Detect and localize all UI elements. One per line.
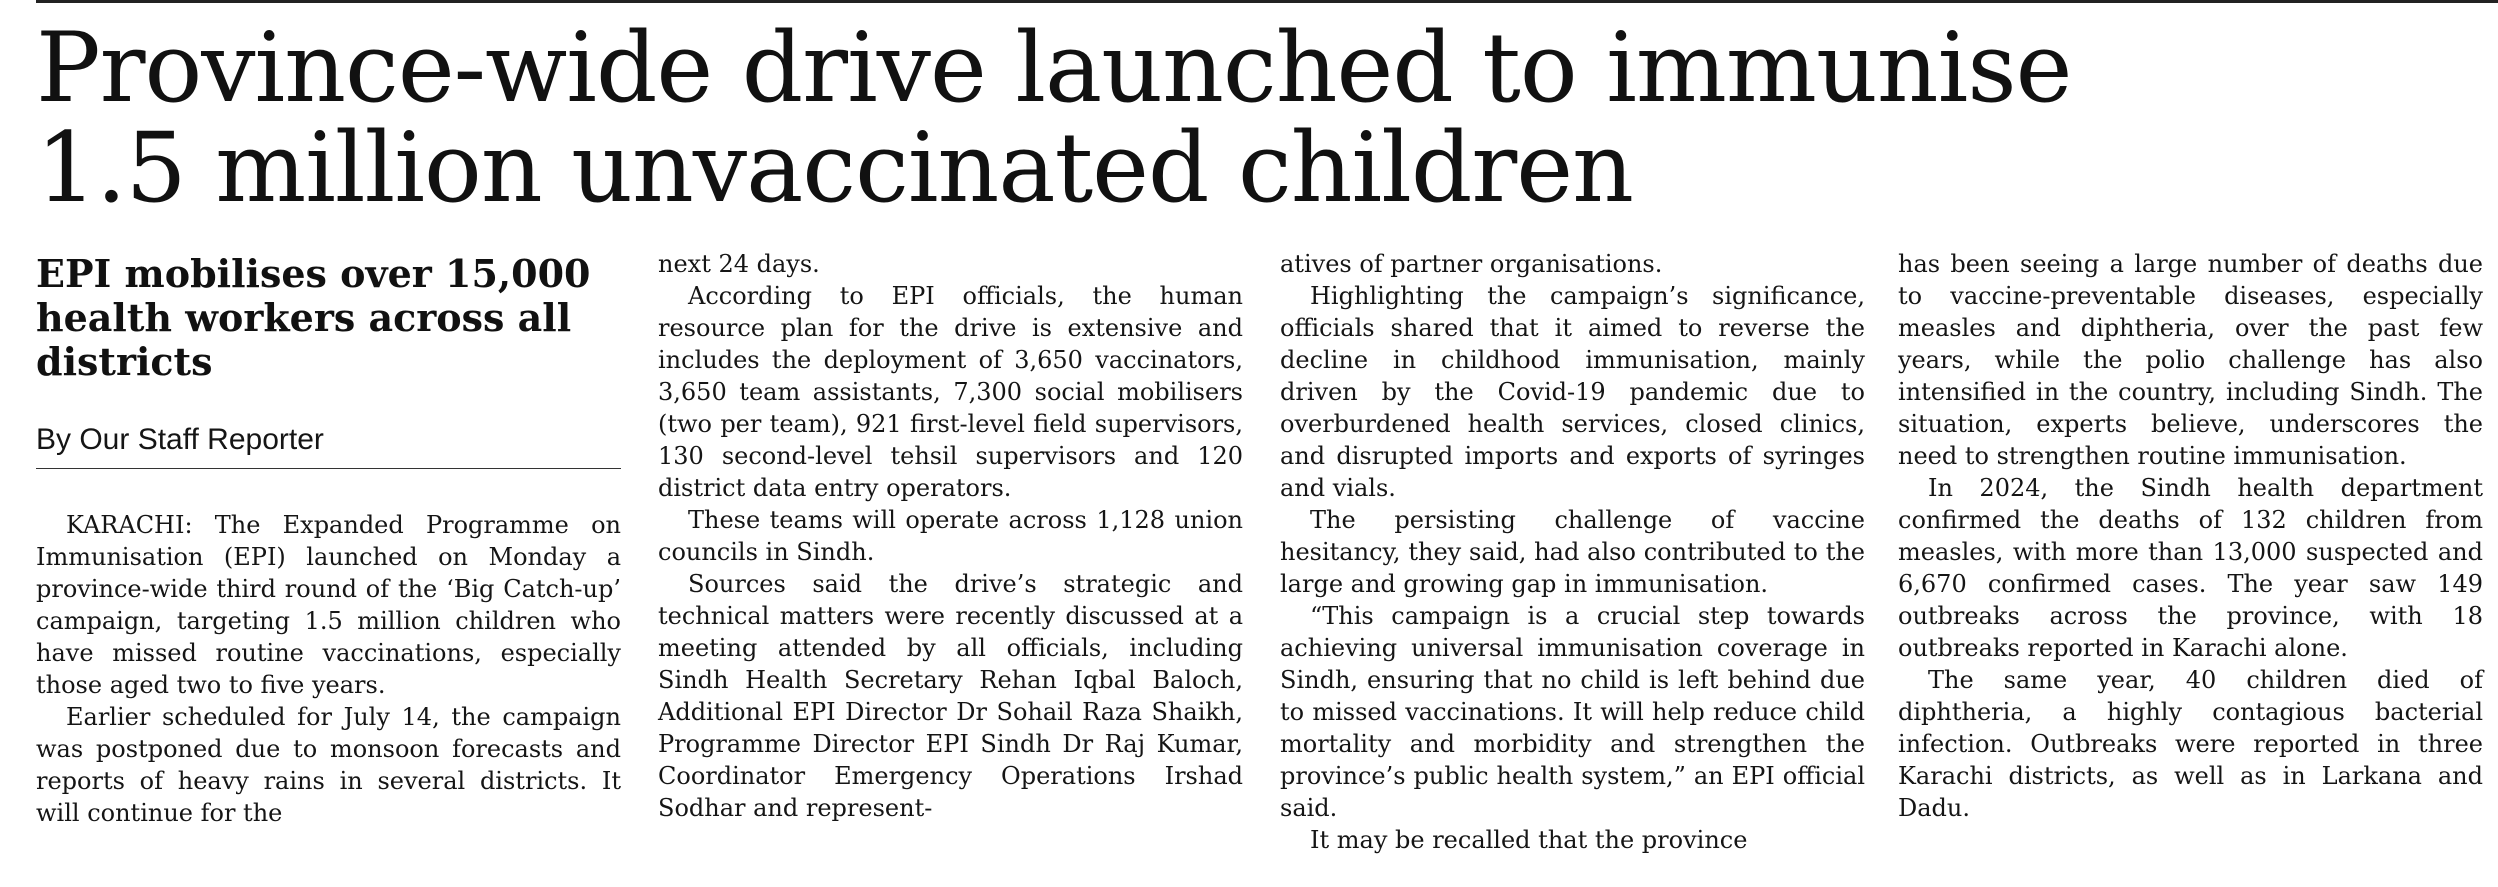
headline-line-1: Province-wide drive launched to immunise — [36, 12, 2072, 124]
paragraph: next 24 days. — [658, 250, 820, 278]
paragraph: KARACHI: The Expanded Programme on Immunisation (EPI) launched on Monday a province-wide third round of the ‘Big Catch-up’ campaign, targeting 1.5 million children who have missed routine vaccinations, especially those aged two to five years. — [36, 511, 621, 699]
column-2 — [658, 248, 1243, 824]
paragraph: Sources said the drive’s strategic and technical matters were recently discussed at a meeting attended by all officials, including Sindh Health Secretary Rehan Iqbal Baloch, Additional EPI Director Dr Sohail Raza Shaikh, Programme Director EPI Sindh Dr Raj Kumar, Coordinator Emergency Operations Irshad Sodhar and represent- — [658, 570, 1243, 822]
paragraph: These teams will operate across 1,128 union councils in Sindh. — [658, 506, 1243, 566]
paragraph: It may be recalled that the province — [1310, 826, 1748, 854]
paragraph: According to EPI officials, the human resource plan for the drive is extensive and includes the deployment of 3,650 vaccinators, 3,650 team assistants, 7,300 social mobilisers (two per team), 921 first-level field supervisors, 130 second-level tehsil supervisors and 120 district data entry operators. — [658, 282, 1243, 502]
paragraph: Highlighting the campaign’s significance, officials shared that it aimed to reverse the decline in childhood immunisation, mainly driven by the Covid-19 pandemic due to overburdened health services, closed clinics, and disrupted imports and exports of syringes and vials. — [1280, 282, 1865, 502]
column-1 — [36, 252, 621, 829]
column-1-body — [36, 509, 621, 829]
headline — [36, 12, 2476, 224]
column-3 — [1280, 248, 1865, 856]
paragraph: “This campaign is a crucial step towards achieving universal immunisation coverage in Sindh, ensuring that no child is left behind due to missed vaccinations. It will help reduce child mortality and morbidity and strengthen the province’s public health system,” an EPI official said. — [1280, 602, 1865, 822]
paragraph: atives of partner organisations. — [1280, 250, 1663, 278]
paragraph: has been seeing a large number of deaths due to vaccine-preventable diseases, especially measles and diphtheria, over the past few years, while the polio challenge has also intensified in the country, including Sindh. The situation, experts believe, underscores the need to strengthen routine immunisation. — [1898, 250, 2483, 470]
top-rule — [36, 0, 2498, 3]
column-4 — [1898, 248, 2483, 824]
paragraph: In 2024, the Sindh health department confirmed the deaths of 132 children from measles, with more than 13,000 suspected and 6,670 confirmed cases. The year saw 149 outbreaks across the province, with 18 outbreaks reported in Karachi alone. — [1898, 474, 2483, 662]
paragraph: The persisting challenge of vaccine hesitancy, they said, had also contributed to the large and growing gap in immunisation. — [1280, 506, 1865, 598]
subheading: EPI mobilises over 15,000 health workers across all districts — [36, 251, 591, 384]
paragraph: The same year, 40 children died of diphtheria, a highly contagious bacterial infection. Outbreaks were reported in three Karachi districts, as well as in Larkana and Dadu. — [1898, 666, 2483, 822]
byline: By Our Staff Reporter — [36, 422, 621, 469]
paragraph: Earlier scheduled for July 14, the campaign was postponed due to monsoon forecasts and reports of heavy rains in several districts. It will continue for the — [36, 703, 621, 827]
headline-line-2: 1.5 million unvaccinated children — [36, 112, 1633, 224]
